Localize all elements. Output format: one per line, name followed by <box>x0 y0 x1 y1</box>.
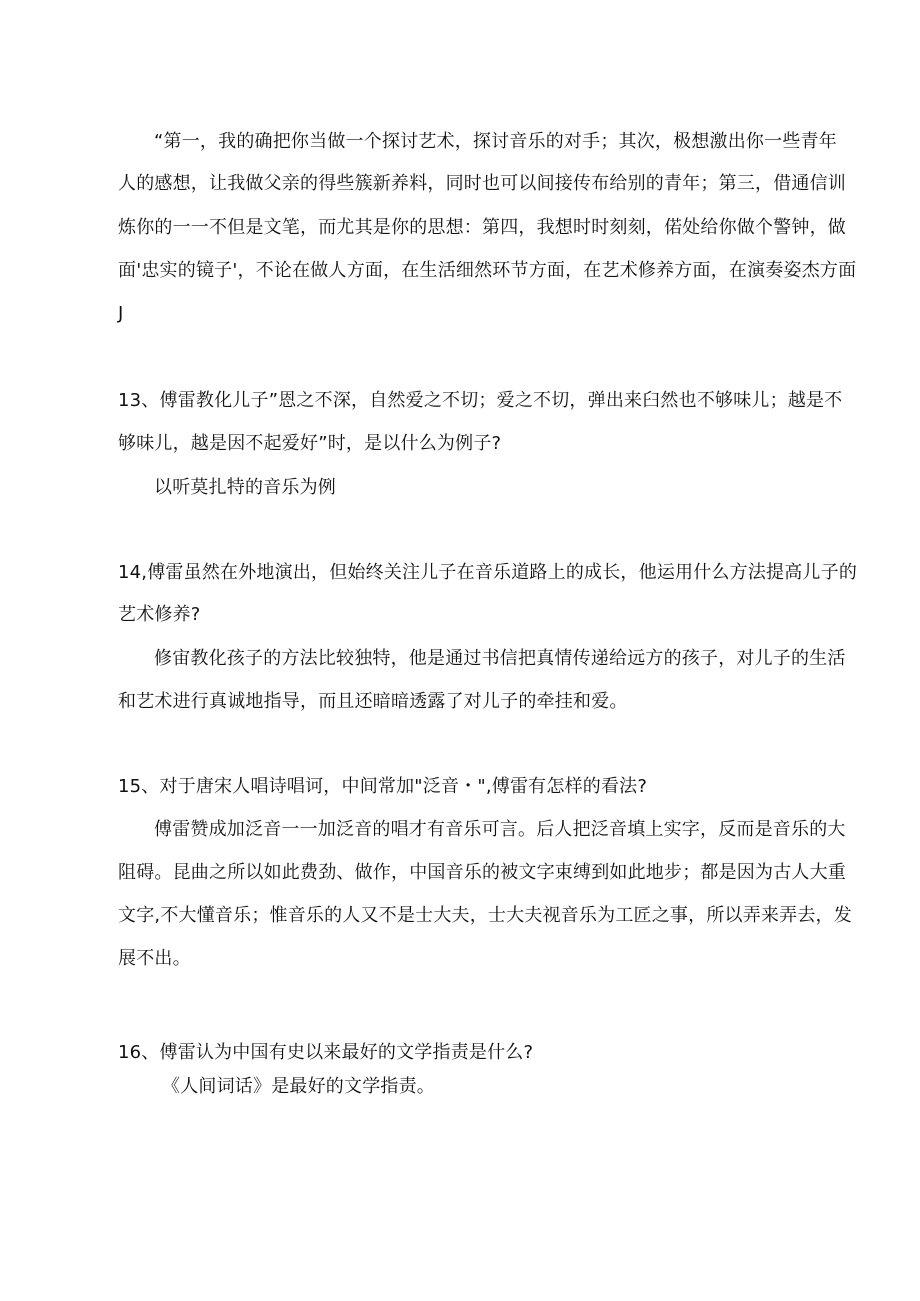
question-14-line: 艺术修养? <box>118 604 201 625</box>
intro-quote-line: “第一，我的确把你当做一个探讨艺术，探讨音乐的对手；其次，极想激出你一些青年 <box>154 131 837 152</box>
answer-14-line: 修宙教化孩子的方法比较独特，他是通过书信把真情传递给远方的孩子，对儿子的生活 <box>154 648 846 669</box>
answer-14-line: 和艺术进行真诚地指导，而且还暗暗透露了对儿子的牵挂和爱。 <box>118 691 628 712</box>
question-15-line: 15、对于唐宋人唱诗唱诃，中间常加"泛音・",傅雷有怎样的看法? <box>118 776 648 797</box>
intro-quote-line: 人的感想，让我做父亲的得些簇新养料，同时也可以间接传布给别的青年；第三，借通信训 <box>118 173 846 194</box>
question-16-line: 16、傅雷认为中国有史以来最好的文学指责是什么? <box>118 1042 534 1063</box>
question-13-line: 够味儿，越是因不起爱好”时，是以什么为例子? <box>118 433 502 454</box>
answer-15-line: 文字,不大懂音乐；惟音乐的人又不是士大夫，士大夫视音乐为工匠之事，所以弄来弄去，发 <box>118 905 852 926</box>
answer-13-line: 以听莫扎特的音乐为例 <box>154 477 336 498</box>
answer-16-line: 《人间词话》是最好的文学指责。 <box>162 1076 435 1097</box>
intro-quote-line: 面'忠实的镜子'，不论在做人方面，在生活细然环节方面，在艺术修养方面，在演奏姿杰方面 <box>118 260 857 281</box>
answer-15-line: 展不出。 <box>118 948 191 969</box>
answer-15-line: 阻碍。昆曲之所以如此费劲、做作，中国音乐的被文字束缚到如此地步；都是因为古人大重 <box>118 862 846 883</box>
intro-quote-line: J <box>118 303 124 324</box>
intro-quote-line: 炼你的一一不但是文笔，而尤其是你的思想：第四，我想时时刻刻，偌处给你做个警钟，做 <box>118 217 846 238</box>
question-13-line: 13、傅雷教化儿子”恩之不深，自然爱之不切；爱之不切，弹出来臼然也不够味儿；越是不 <box>118 390 843 411</box>
answer-15-line: 傅雷赞成加泛音一一加泛音的唱才有音乐可言。后人把泛音填上实字，反而是音乐的大 <box>154 819 846 840</box>
question-14-line: 14,傅雷虽然在外地演出，但始终关注儿子在音乐道路上的成长，他运用什么方法提高儿子的 <box>118 562 858 583</box>
